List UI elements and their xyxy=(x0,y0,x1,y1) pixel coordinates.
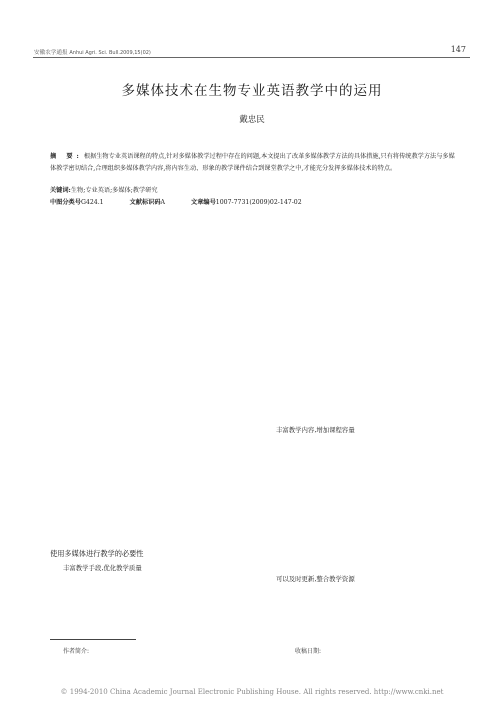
abstract-label: 摘 要: xyxy=(50,153,83,160)
footnote-received-label: 收稿日期: xyxy=(295,648,322,655)
abstract-text: 根据生物专业英语课程的特点,针对多媒体教学过程中存在的问题,本文提出了改革多媒体教学方法的具体措施,只有将传统教学方法与多媒体教学密切结合,合理组织多媒体教学内容,将内容生动、形象的教学课件结合到课堂教学之中,才能充分发挥多媒体技术的特点。 xyxy=(50,153,455,172)
article-no-value: 1007-7731(2009)02-147-02 xyxy=(215,199,302,206)
header-rule xyxy=(33,57,470,58)
subsection-heading-right-1: 丰富教学内容,增加课程容量 xyxy=(276,426,355,434)
article-author: 戴忠民 xyxy=(239,115,265,125)
classification-line xyxy=(50,197,302,206)
running-head xyxy=(34,48,151,56)
keywords-label: 关键词: xyxy=(50,187,71,194)
clc-label: 中图分类号 xyxy=(50,199,81,206)
journal-name-cn: 安徽农学通报 xyxy=(34,50,68,56)
clc-value: G424.1 xyxy=(80,199,104,206)
doc-code-value: A xyxy=(160,199,166,206)
footnote-author-label: 作者简介: xyxy=(63,648,90,655)
journal-name-en: Anhui Agri. Sci. Bull.2009,15(02) xyxy=(69,50,151,56)
copyright-notice: © 1994-2010 China Academic Journal Electronic Publishing House. All rights reserved. http://www.cnki.net xyxy=(60,688,444,696)
doc-code-label: 文献标识码 xyxy=(129,199,161,206)
abstract xyxy=(50,151,456,174)
article-title: 多媒体技术在生物专业英语教学中的运用 xyxy=(121,83,383,99)
keywords xyxy=(50,185,158,194)
subsection-heading-1: 丰富教学手段,优化教学质量 xyxy=(63,564,142,572)
keywords-text: 生物;专业英语;多媒体;教学研究 xyxy=(70,187,158,194)
subsection-heading-right-2: 可以及时更新,整合教学资源 xyxy=(276,575,355,583)
page-number: 147 xyxy=(450,45,466,54)
footnote-rule xyxy=(50,639,136,640)
section-heading: 使用多媒体进行教学的必要性 xyxy=(50,549,144,558)
article-no-label: 文章编号 xyxy=(191,199,216,206)
